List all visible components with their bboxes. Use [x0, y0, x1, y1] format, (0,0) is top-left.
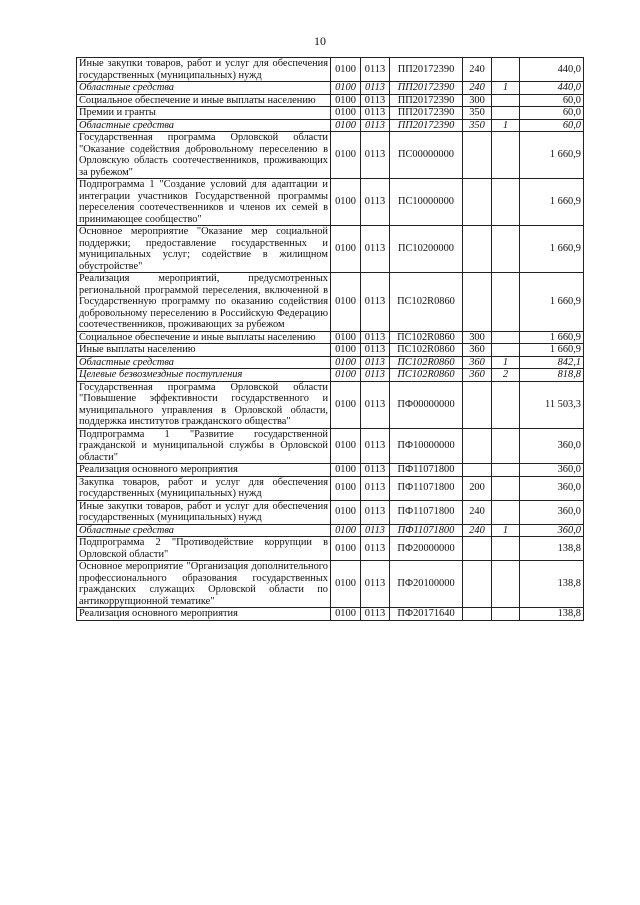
target-article-code: ПФ11071800	[390, 476, 463, 500]
row-name: Реализация основного мероприятия	[77, 608, 331, 621]
section-code: 0100	[331, 179, 361, 226]
target-article-code: ПФ11071800	[390, 464, 463, 477]
target-article-code: ПФ11071800	[390, 524, 463, 537]
section-code: 0100	[331, 561, 361, 608]
expense-type-code	[463, 179, 492, 226]
section-code: 0100	[331, 58, 361, 82]
funding-source-code	[492, 179, 520, 226]
section-code: 0100	[331, 608, 361, 621]
expense-type-code	[463, 273, 492, 332]
funding-source-code	[492, 500, 520, 524]
amount: 360,0	[520, 500, 584, 524]
subsection-code: 0113	[361, 500, 390, 524]
row-name: Социальное обеспечение и иные выплаты населению	[77, 331, 331, 344]
table-row	[77, 369, 584, 382]
section-code: 0100	[331, 226, 361, 273]
amount: 138,8	[520, 537, 584, 561]
expense-type-code	[463, 132, 492, 179]
section-code: 0100	[331, 524, 361, 537]
funding-source-code	[492, 464, 520, 477]
subsection-code: 0113	[361, 608, 390, 621]
funding-source-code	[492, 476, 520, 500]
amount: 360,0	[520, 524, 584, 537]
section-code: 0100	[331, 94, 361, 107]
table-row	[77, 381, 584, 428]
section-code: 0100	[331, 356, 361, 369]
expense-type-code: 350	[463, 107, 492, 120]
subsection-code: 0113	[361, 381, 390, 428]
subsection-code: 0113	[361, 331, 390, 344]
amount: 1 660,9	[520, 132, 584, 179]
target-article-code: ПФ20000000	[390, 537, 463, 561]
funding-source-code	[492, 608, 520, 621]
amount: 360,0	[520, 428, 584, 464]
target-article-code: ПС102R0860	[390, 331, 463, 344]
expense-type-code: 350	[463, 119, 492, 132]
subsection-code: 0113	[361, 179, 390, 226]
expense-type-code: 240	[463, 524, 492, 537]
table-body	[77, 58, 584, 621]
section-code: 0100	[331, 464, 361, 477]
amount: 138,8	[520, 561, 584, 608]
amount: 818,8	[520, 369, 584, 382]
table-row	[77, 561, 584, 608]
row-name: Закупка товаров, работ и услуг для обеспечения государственных (муниципальных) нужд	[77, 476, 331, 500]
table-row	[77, 356, 584, 369]
table-row	[77, 132, 584, 179]
table-row	[77, 608, 584, 621]
section-code: 0100	[331, 537, 361, 561]
funding-source-code	[492, 58, 520, 82]
row-name: Подпрограмма 1 "Создание условий для адаптации и интеграции участников Государственной программы переселения соотечественников и членов их семей в принимающее сообщество"	[77, 179, 331, 226]
table-row	[77, 179, 584, 226]
row-name: Областные средства	[77, 356, 331, 369]
section-code: 0100	[331, 500, 361, 524]
table-row	[77, 500, 584, 524]
row-name: Реализация мероприятий, предусмотренных региональной программой переселения, включенной в Государственную программу по оказанию содействия добровольному переселению в Российскую Федерацию соотечественников, проживающих за рубежом	[77, 273, 331, 332]
funding-source-code	[492, 107, 520, 120]
target-article-code: ПС102R0860	[390, 369, 463, 382]
funding-source-code	[492, 94, 520, 107]
subsection-code: 0113	[361, 107, 390, 120]
amount: 1 660,9	[520, 273, 584, 332]
funding-source-code	[492, 331, 520, 344]
section-code: 0100	[331, 82, 361, 95]
row-name: Целевые безвозмездные поступления	[77, 369, 331, 382]
amount: 440,0	[520, 58, 584, 82]
subsection-code: 0113	[361, 119, 390, 132]
table-row	[77, 344, 584, 357]
subsection-code: 0113	[361, 369, 390, 382]
expense-type-code	[463, 561, 492, 608]
expense-type-code	[463, 381, 492, 428]
expense-type-code: 240	[463, 58, 492, 82]
table-row	[77, 58, 584, 82]
table-row	[77, 82, 584, 95]
section-code: 0100	[331, 132, 361, 179]
funding-source-code: 1	[492, 119, 520, 132]
target-article-code: ПС00000000	[390, 132, 463, 179]
table-row	[77, 331, 584, 344]
expense-type-code: 200	[463, 476, 492, 500]
target-article-code: ПП20172390	[390, 94, 463, 107]
row-name: Иные закупки товаров, работ и услуг для обеспечения государственных (муниципальных) нужд	[77, 58, 331, 82]
subsection-code: 0113	[361, 58, 390, 82]
section-code: 0100	[331, 369, 361, 382]
subsection-code: 0113	[361, 226, 390, 273]
target-article-code: ПС102R0860	[390, 273, 463, 332]
amount: 60,0	[520, 119, 584, 132]
subsection-code: 0113	[361, 344, 390, 357]
amount: 360,0	[520, 476, 584, 500]
amount: 1 660,9	[520, 179, 584, 226]
budget-table	[76, 57, 584, 621]
table-row	[77, 524, 584, 537]
expense-type-code: 300	[463, 331, 492, 344]
expense-type-code	[463, 537, 492, 561]
table-row	[77, 428, 584, 464]
subsection-code: 0113	[361, 94, 390, 107]
subsection-code: 0113	[361, 524, 390, 537]
amount: 360,0	[520, 464, 584, 477]
funding-source-code	[492, 428, 520, 464]
row-name: Областные средства	[77, 524, 331, 537]
target-article-code: ПП20172390	[390, 82, 463, 95]
expense-type-code: 300	[463, 94, 492, 107]
row-name: Областные средства	[77, 82, 331, 95]
row-name: Государственная программа Орловской области "Повышение эффективности государственного и муниципального управления в Орловской области, поддержка институтов гражданского общества"	[77, 381, 331, 428]
amount: 842,1	[520, 356, 584, 369]
section-code: 0100	[331, 428, 361, 464]
expense-type-code	[463, 226, 492, 273]
section-code: 0100	[331, 273, 361, 332]
section-code: 0100	[331, 344, 361, 357]
expense-type-code: 240	[463, 500, 492, 524]
row-name: Государственная программа Орловской области "Оказание содействия добровольному переселению в Орловскую область соотечественников, проживающих за рубежом"	[77, 132, 331, 179]
funding-source-code: 1	[492, 356, 520, 369]
target-article-code: ПС102R0860	[390, 344, 463, 357]
row-name: Иные выплаты населению	[77, 344, 331, 357]
subsection-code: 0113	[361, 476, 390, 500]
row-name: Областные средства	[77, 119, 331, 132]
target-article-code: ПП20172390	[390, 119, 463, 132]
target-article-code: ПФ11071800	[390, 500, 463, 524]
table-row	[77, 476, 584, 500]
section-code: 0100	[331, 119, 361, 132]
subsection-code: 0113	[361, 356, 390, 369]
table-row	[77, 226, 584, 273]
funding-source-code	[492, 273, 520, 332]
row-name: Премии и гранты	[77, 107, 331, 120]
target-article-code: ПФ10000000	[390, 428, 463, 464]
amount: 1 660,9	[520, 344, 584, 357]
table-row	[77, 107, 584, 120]
target-article-code: ПС10000000	[390, 179, 463, 226]
funding-source-code	[492, 381, 520, 428]
target-article-code: ПП20172390	[390, 107, 463, 120]
subsection-code: 0113	[361, 132, 390, 179]
row-name: Подпрограмма 1 "Развитие государственной гражданской и муниципальной службы в Орловской области"	[77, 428, 331, 464]
row-name: Иные закупки товаров, работ и услуг для обеспечения государственных (муниципальных) нужд	[77, 500, 331, 524]
amount: 440,0	[520, 82, 584, 95]
funding-source-code: 2	[492, 369, 520, 382]
row-name: Подпрограмма 2 "Противодействие коррупции в Орловской области"	[77, 537, 331, 561]
target-article-code: ПФ20171640	[390, 608, 463, 621]
amount: 11 503,3	[520, 381, 584, 428]
row-name: Реализация основного мероприятия	[77, 464, 331, 477]
target-article-code: ПС10200000	[390, 226, 463, 273]
funding-source-code	[492, 561, 520, 608]
amount: 60,0	[520, 94, 584, 107]
funding-source-code	[492, 344, 520, 357]
table-row	[77, 94, 584, 107]
expense-type-code	[463, 608, 492, 621]
amount: 138,8	[520, 608, 584, 621]
funding-source-code	[492, 537, 520, 561]
row-name: Основное мероприятие "Организация дополнительного профессионального образования государственных гражданских служащих Орловской области по антикоррупционной тематике"	[77, 561, 331, 608]
row-name: Основное мероприятие "Оказание мер социальной поддержки; предоставление государственных и муниципальных услуг; содействие в жилищном обустройстве"	[77, 226, 331, 273]
expense-type-code: 360	[463, 369, 492, 382]
section-code: 0100	[331, 476, 361, 500]
funding-source-code: 1	[492, 82, 520, 95]
amount: 60,0	[520, 107, 584, 120]
expense-type-code	[463, 428, 492, 464]
section-code: 0100	[331, 107, 361, 120]
expense-type-code	[463, 464, 492, 477]
page-number: 10	[314, 34, 326, 48]
subsection-code: 0113	[361, 537, 390, 561]
amount: 1 660,9	[520, 226, 584, 273]
expense-type-code: 360	[463, 344, 492, 357]
target-article-code: ПФ00000000	[390, 381, 463, 428]
expense-type-code: 360	[463, 356, 492, 369]
funding-source-code: 1	[492, 524, 520, 537]
subsection-code: 0113	[361, 561, 390, 608]
expense-type-code: 240	[463, 82, 492, 95]
funding-source-code	[492, 226, 520, 273]
target-article-code: ПФ20100000	[390, 561, 463, 608]
subsection-code: 0113	[361, 82, 390, 95]
table-row	[77, 537, 584, 561]
section-code: 0100	[331, 381, 361, 428]
target-article-code: ПП20172390	[390, 58, 463, 82]
subsection-code: 0113	[361, 428, 390, 464]
funding-source-code	[492, 132, 520, 179]
table-row	[77, 119, 584, 132]
table-row	[77, 273, 584, 332]
table-row	[77, 464, 584, 477]
subsection-code: 0113	[361, 464, 390, 477]
section-code: 0100	[331, 331, 361, 344]
amount: 1 660,9	[520, 331, 584, 344]
target-article-code: ПС102R0860	[390, 356, 463, 369]
row-name: Социальное обеспечение и иные выплаты населению	[77, 94, 331, 107]
subsection-code: 0113	[361, 273, 390, 332]
